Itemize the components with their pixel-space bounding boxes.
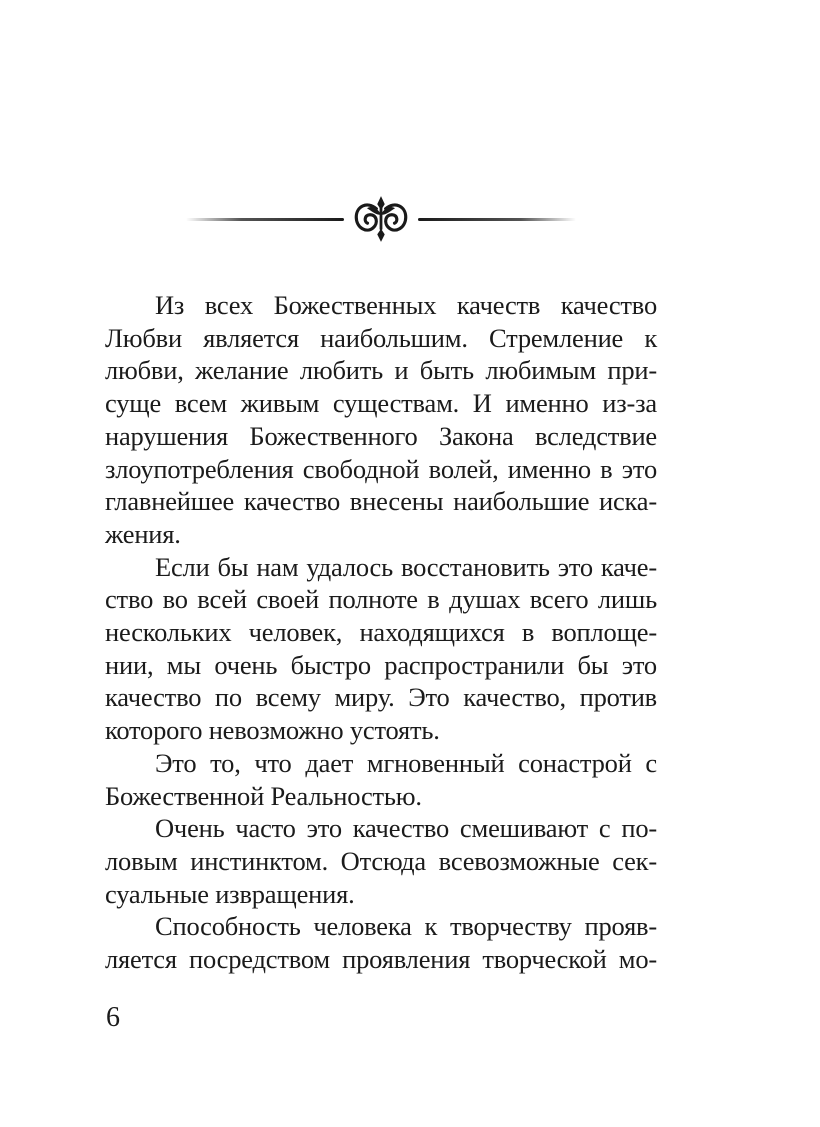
text-line: Способность человека к творчеству прояв- bbox=[155, 911, 657, 942]
fleuron-ornament-icon bbox=[353, 194, 409, 244]
text-line: главнейшее качество внесены наибольшие иска- bbox=[105, 486, 657, 517]
text-line: нарушения Божественного Закона вследствие bbox=[105, 420, 657, 451]
divider-rule-right bbox=[418, 218, 576, 221]
chapter-divider bbox=[105, 194, 657, 244]
text-block bbox=[105, 289, 657, 976]
text-line: любви, желание любить и быть любимым при- bbox=[105, 355, 657, 386]
text-line: которого невозможно устоять. bbox=[105, 715, 440, 746]
text-line: качество по всему миру. Это качество, против bbox=[105, 682, 657, 713]
divider-rule-left bbox=[186, 218, 344, 221]
text-line: нии, мы очень быстро распространили бы это bbox=[105, 649, 657, 680]
text-line: Если бы нам удалось восстановить это каче- bbox=[155, 551, 657, 582]
page-number: 6 bbox=[106, 1002, 120, 1033]
text-line: Это то, что дает мгновенный сонастрой с bbox=[155, 747, 657, 778]
text-line: Божественной Реальностью. bbox=[105, 780, 422, 811]
text-line: суще всем живым существам. И именно из-за bbox=[105, 388, 657, 419]
text-line: суальные извращения. bbox=[105, 878, 355, 909]
text-line: жения. bbox=[105, 518, 181, 549]
text-line: Из всех Божественных качеств качество bbox=[155, 290, 657, 320]
text-line: ство во всей своей полноте в душах всего лишь bbox=[105, 584, 657, 615]
text-line: ловым инстинктом. Отсюда всевозможные сек- bbox=[105, 845, 657, 876]
text-line: Любви является наибольшим. Стремление к bbox=[105, 322, 657, 353]
text-line: ляется посредством проявления творческой мо- bbox=[105, 944, 657, 975]
text-line: Очень часто это качество смешивают с по- bbox=[155, 813, 657, 844]
text-line: нескольких человек, находящихся в воплоще- bbox=[105, 617, 657, 648]
text-line: злоупотребления свободной волей, именно в это bbox=[105, 453, 657, 484]
